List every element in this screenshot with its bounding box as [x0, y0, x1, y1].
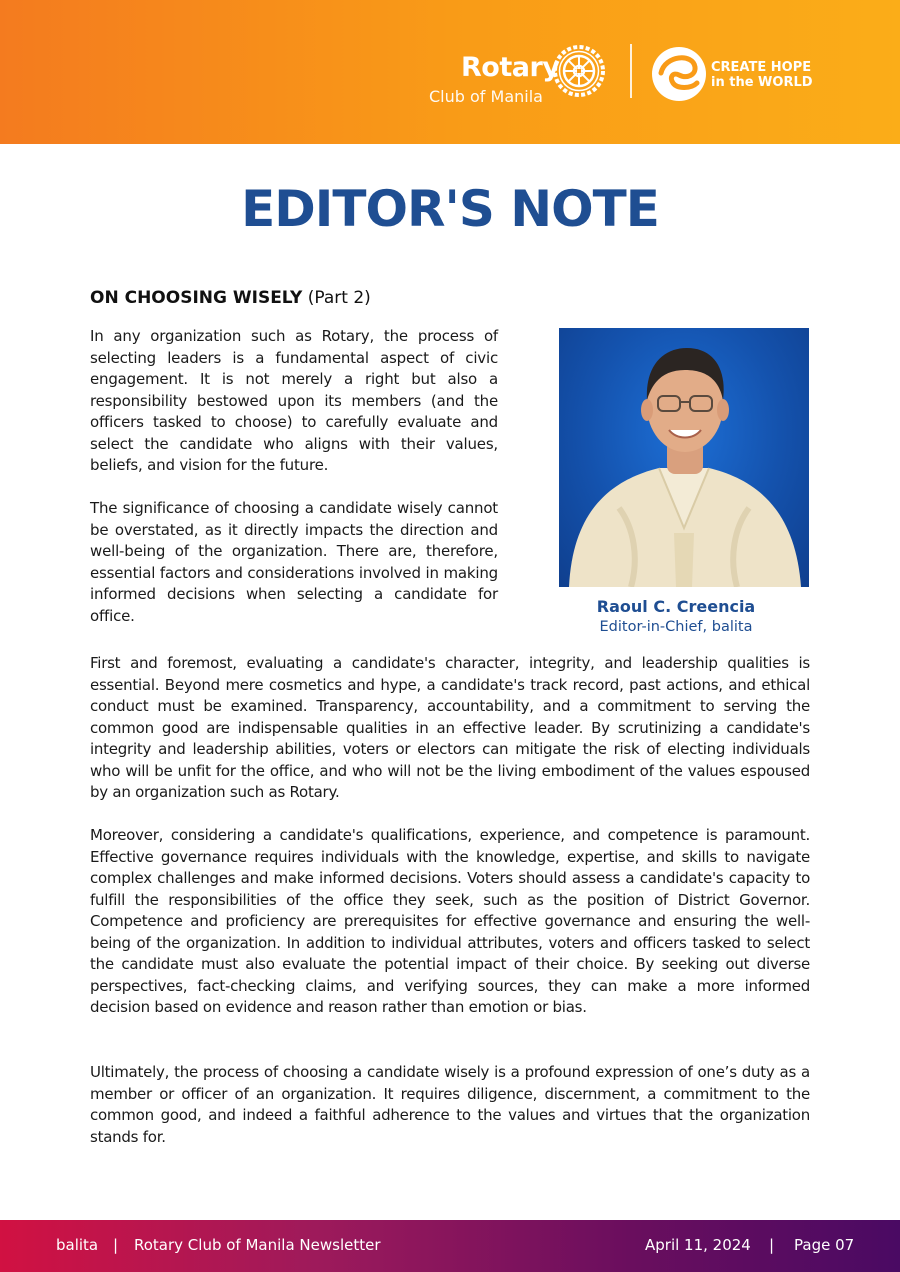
- article-heading-part: (Part 2): [307, 288, 371, 308]
- footer-separator-right: |: [769, 1236, 775, 1254]
- article-heading-main: ON CHOOSING WISELY: [90, 288, 303, 308]
- paragraph-5: Ultimately, the process of choosing a candidate wisely is a profound expression of one’s duty as a member or officer of an organization. It requires diligence, discernment, a commitment to the common good, and indeed a faithful adherence to the values and virtues that the organization stands for.: [90, 1063, 810, 1146]
- slogan: [711, 60, 813, 90]
- slogan-line-1: CREATE HOPE: [711, 60, 812, 75]
- rotary-wordmark: Rotary: [461, 52, 560, 83]
- article-heading: [90, 288, 371, 308]
- footer-bar: [0, 1220, 900, 1272]
- create-hope-logo-icon: [651, 45, 707, 103]
- header-divider: [630, 44, 632, 98]
- paragraph-4: Moreover, considering a candidate's qualifications, experience, and competence is paramount. Effective governance requires individuals with the knowledge, expertise, and skills to navigate complex challenges and make informed decisions. Voters should assess a candidate's capacity to fulfill the responsibilities of the office they seek, such as the position of District Governor. Competence and proficiency are prerequisites for effective governance and ensuring the well-being of the organization. In addition to individual attributes, voters and officers tasked to select the candidate must also evaluate the potential impact of their choice. By seeking out diverse perspectives, fact-checking claims, and verifying sources, they can make a more informed decision based on evidence and reason rather than emotion or bias.: [90, 826, 810, 1016]
- paragraph-3: First and foremost, evaluating a candidate's character, integrity, and leadership qualities is essential. Beyond mere cosmetics and hype, a candidate's track record, past actions, and ethical conduct must be examined. Transparency, accountability, and a commitment to serving the common good are indispensable qualities in an effective leader. By scrutinizing a candidate's integrity and leadership abilities, voters or electors can mitigate the risk of electing individuals who will be unfit for the office, and who will not be the living embodiment of the values espoused by an organization such as Rotary.: [90, 654, 810, 801]
- paragraph-2: The significance of choosing a candidate wisely cannot be overstated, as it directly impacts the direction and well-being of the organization. There are, therefore, essential factors and considerations involved in making informed decisions when selecting a candidate for office.: [90, 499, 498, 625]
- footer-publication: balita: [56, 1236, 99, 1254]
- page-title: EDITOR'S NOTE: [241, 180, 659, 238]
- slogan-line-2: in the WORLD: [711, 75, 813, 90]
- paragraph-1: In any organization such as Rotary, the process of selecting leaders is a fundamental aspect of civic engagement. It is not merely a right but also a responsibility bestowed upon its members (and the officers tasked to choose) to carefully evaluate and select the candidate who aligns with their values, beliefs, and vision for the future.: [90, 327, 498, 474]
- header-banner: [0, 0, 900, 144]
- author-name: Raoul C. Creencia: [596, 597, 756, 616]
- footer-separator-left: |: [113, 1236, 119, 1254]
- rotary-club-name: Club of Manila: [429, 87, 543, 106]
- footer-page-number: Page 07: [794, 1236, 855, 1254]
- author-role: Editor-in-Chief, balita: [599, 619, 753, 635]
- footer-newsletter-name: Rotary Club of Manila Newsletter: [134, 1236, 381, 1254]
- author-portrait-illustration: [559, 328, 809, 587]
- rotary-wheel-icon: [551, 43, 607, 99]
- author-photo: [559, 328, 809, 587]
- footer-date: April 11, 2024: [645, 1236, 751, 1254]
